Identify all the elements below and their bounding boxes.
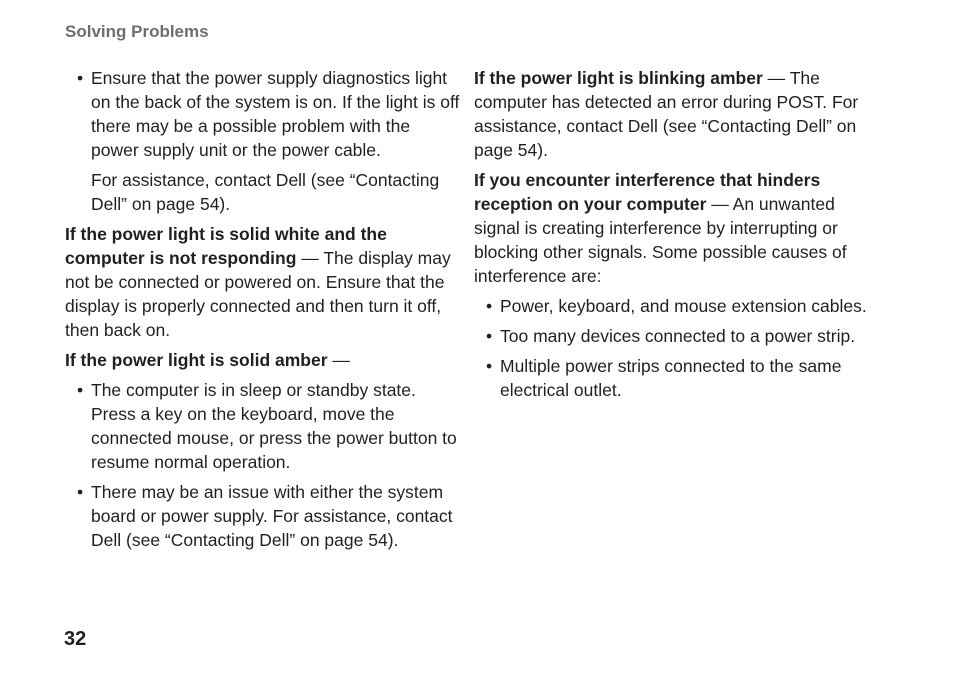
blinking-amber-paragraph bbox=[474, 66, 869, 162]
left-column bbox=[65, 66, 460, 558]
list-item-text: Ensure that the power supply diagnostics light on the back of the system is on. If the light is off there may be a possible problem with the power supply unit or the power cable. bbox=[91, 68, 460, 160]
list-item bbox=[474, 354, 869, 402]
blinking-amber-text: — The computer has detected an error during POST. For assistance, contact Dell (see “Contacting Dell” on page 54). bbox=[474, 68, 859, 160]
bullet-glyph: • bbox=[77, 380, 84, 400]
list-item-text: Multiple power strips connected to the same electrical outlet. bbox=[500, 356, 842, 400]
bullet-glyph: • bbox=[77, 68, 84, 88]
interference-bullet-list bbox=[474, 294, 869, 402]
right-column bbox=[474, 66, 869, 408]
solid-amber-text: — bbox=[327, 350, 350, 370]
list-item bbox=[474, 324, 869, 348]
solid-amber-heading: If the power light is solid amber bbox=[65, 350, 328, 370]
list-item-text: Too many devices connected to a power strip. bbox=[500, 326, 856, 346]
bullet-glyph: • bbox=[77, 482, 84, 502]
bullet-glyph: • bbox=[486, 356, 493, 376]
solid-white-heading: If the power light is solid white and the computer is not responding bbox=[65, 224, 387, 268]
diagnostics-bullet-list bbox=[65, 66, 460, 162]
list-item-text: Power, keyboard, and mouse extension cables. bbox=[500, 296, 867, 316]
list-item-text: There may be an issue with either the system board or power supply. For assistance, contact Dell (see “Contacting Dell” on page 54). bbox=[91, 482, 453, 550]
list-item bbox=[65, 66, 460, 162]
section-title: Solving Problems bbox=[65, 22, 209, 41]
solid-amber-paragraph bbox=[65, 348, 460, 372]
bullet-glyph: • bbox=[486, 326, 493, 346]
solid-white-paragraph bbox=[65, 222, 460, 342]
page-number: 32 bbox=[64, 628, 87, 650]
list-item-text: The computer is in sleep or standby state. Press a key on the keyboard, move the connected mouse, or press the power button to resume normal operation. bbox=[91, 380, 457, 472]
interference-text: — An unwanted signal is creating interference by interrupting or blocking other signals. Some possible causes of interference are: bbox=[474, 194, 847, 286]
bullet-glyph: • bbox=[486, 296, 493, 316]
amber-bullet-list bbox=[65, 378, 460, 552]
solid-white-text: — The display may not be connected or powered on. Ensure that the display is properly connected and then turn it off, then back on. bbox=[65, 248, 451, 340]
blinking-amber-heading: If the power light is blinking amber bbox=[474, 68, 763, 88]
interference-heading: If you encounter interference that hinders reception on your computer bbox=[474, 170, 821, 214]
interference-paragraph bbox=[474, 168, 869, 288]
assistance-note: For assistance, contact Dell (see “Contacting Dell” on page 54). bbox=[91, 170, 440, 214]
list-item bbox=[65, 480, 460, 552]
list-item bbox=[474, 294, 869, 318]
list-item bbox=[65, 378, 460, 474]
